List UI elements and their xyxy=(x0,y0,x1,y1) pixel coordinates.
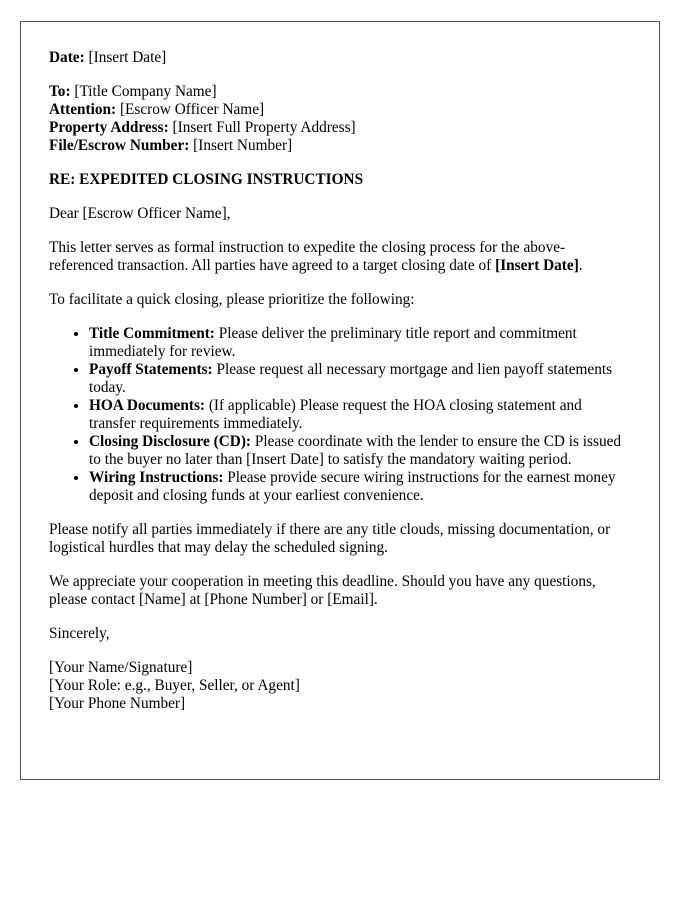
signature-role: [Your Role: e.g., Buyer, Seller, or Agent] xyxy=(49,677,300,694)
item-text: (If applicable) Please request the HOA closing statement and transfer requirements immediately. xyxy=(89,397,582,432)
priority-list xyxy=(49,325,629,505)
item-label: Wiring Instructions: xyxy=(89,469,224,486)
list-item xyxy=(89,433,629,469)
item-label: HOA Documents: xyxy=(89,397,205,414)
signature-phone: [Your Phone Number] xyxy=(49,695,186,712)
intro-paragraph xyxy=(49,239,629,275)
property-value: [Insert Full Property Address] xyxy=(168,119,356,136)
appreciation-paragraph: We appreciate your cooperation in meeting this deadline. Should you have any questions, please contact [Name] at [Phone Number] or [Email]. xyxy=(49,573,596,608)
list-item xyxy=(89,325,629,361)
intro-end: . xyxy=(578,257,583,274)
to-line xyxy=(49,83,629,101)
property-label: Property Address: xyxy=(49,119,169,136)
attention-label: Attention: xyxy=(49,101,117,118)
item-label: Closing Disclosure (CD): xyxy=(89,433,252,450)
item-label: Title Commitment: xyxy=(89,325,215,342)
letter-body xyxy=(49,49,629,713)
subject-line xyxy=(49,171,629,189)
closing-line: Sincerely, xyxy=(49,625,110,642)
item-text: Please deliver the preliminary title report and commitment immediately for review. xyxy=(89,325,577,360)
signature-name: [Your Name/Signature] xyxy=(49,659,193,676)
item-label: Payoff Statements: xyxy=(89,361,213,378)
item-text: Please provide secure wiring instructions for the earnest money deposit and closing funds at your earliest convenience. xyxy=(89,469,616,504)
property-line xyxy=(49,119,629,137)
file-value: [Insert Number] xyxy=(189,137,293,154)
attention-value: [Escrow Officer Name] xyxy=(116,101,265,118)
intro-text: This letter serves as formal instruction to expedite the closing process for the above-referenced transaction. All parties have agreed to a target closing date of xyxy=(49,239,566,274)
list-item xyxy=(89,361,629,397)
date-value: [Insert Date] xyxy=(84,49,167,66)
to-value: [Title Company Name] xyxy=(70,83,217,100)
date-label: Date: xyxy=(49,49,85,66)
subject-text: RE: EXPEDITED CLOSING INSTRUCTIONS xyxy=(49,171,364,188)
list-item xyxy=(89,397,629,433)
item-text: Please request all necessary mortgage and lien payoff statements today. xyxy=(89,361,613,396)
list-item xyxy=(89,469,629,505)
date-line xyxy=(49,49,629,67)
intro-date: [Insert Date] xyxy=(495,257,579,274)
letter-page xyxy=(20,21,660,780)
file-label: File/Escrow Number: xyxy=(49,137,190,154)
salutation: Dear [Escrow Officer Name], xyxy=(49,205,231,222)
notify-paragraph: Please notify all parties immediately if there are any title clouds, missing documentation, or logistical hurdles that may delay the scheduled signing. xyxy=(49,521,611,556)
to-label: To: xyxy=(49,83,71,100)
attention-line xyxy=(49,101,629,119)
item-text: Please coordinate with the lender to ensure the CD is issued to the buyer no later than [Insert Date] to satisfy the mandatory waiting period. xyxy=(89,433,622,468)
file-line xyxy=(49,137,629,155)
list-intro: To facilitate a quick closing, please prioritize the following: xyxy=(49,291,415,308)
